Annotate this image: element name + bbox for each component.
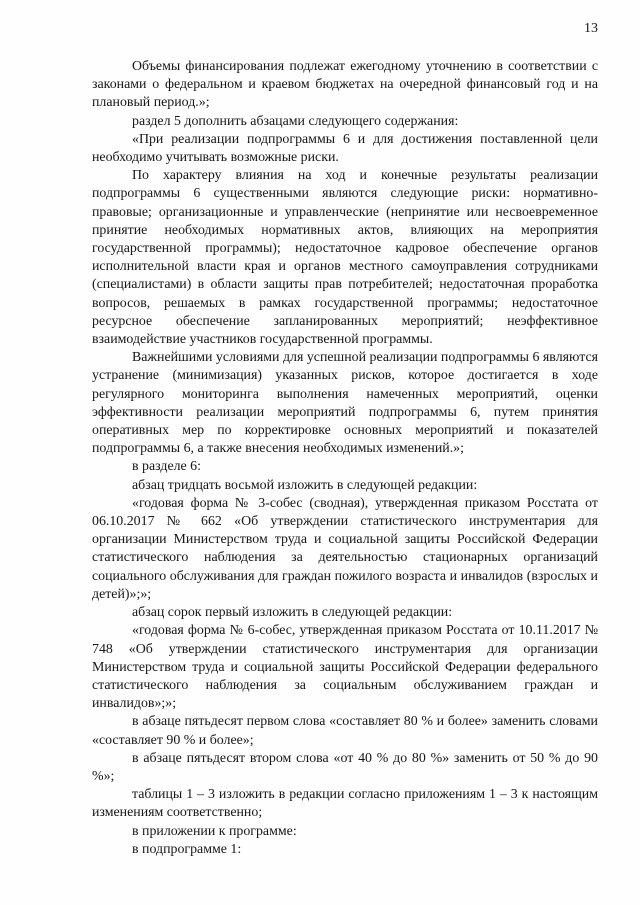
paragraph: раздел 5 дополнить абзацами следующего содержания: <box>132 113 459 129</box>
paragraph: По характеру влияния на ход и конечные результаты реализации подпрограммы 6 существенными являются следующие риски: нормативно-правовые; организационные и управленческие (непринятие или несвоевременное принятие необходимых нормативных актов, влияющих на мероприятия государственной программы); недостаточное кадровое обеспечение органов исполнительной власти края и органов местного самоуправления сотрудниками (специалистами) в области защиты прав потребителей; недостаточная проработка вопросов, решаемых в рамках государственной программы; недостаточное ресурсное обеспечение запланированных мероприятий; неэффективное взаимодействие участников государственной программы. <box>92 168 598 348</box>
paragraph: «При реализации подпрограммы 6 и для достижения поставленной цели необходимо учитывать возможные риски. <box>92 131 598 166</box>
paragraph: Объемы финансирования подлежат ежегодному уточнению в соответствии с законами о федеральном и краевом бюджетах на очередной финансовый год и на плановый период.»; <box>92 59 598 111</box>
paragraph: таблицы 1 – 3 изложить в редакции согласно приложениям 1 – 3 к настоящим изменениям соответственно; <box>92 787 598 821</box>
paragraph: в разделе 6: <box>132 459 201 475</box>
page-number: 13 <box>584 21 598 36</box>
paragraph: «годовая форма № 6-собес, утвержденная приказом Росстата от 10.11.2017 № 748 «Об утверждении статистического инструментария для организации Министерством труда и социальной защиты Российской Федерации федерального статистического наблюдения за социальным обслуживанием граждан и инвалидов»;»; <box>92 623 598 712</box>
paragraph: Важнейшими условиями для успешной реализации подпрограммы 6 являются устранение (минимизация) указанных рисков, которое достигается в ходе регулярного мониторинга выполнения намеченных мероприятий, оценки эффективности реализации мероприятий подпрограммы 6, путем принятия оперативных мер по корректировке основных мероприятий и показателей подпрограммы 6, а также внесения необходимых изменений.»; <box>92 350 598 457</box>
paragraph: в приложении к программе: <box>132 823 297 839</box>
paragraph: в подпрограмме 1: <box>132 841 242 857</box>
body-text <box>92 58 598 859</box>
paragraph: абзац тридцать восьмой изложить в следующей редакции: <box>132 477 478 493</box>
paragraph: абзац сорок первый изложить в следующей редакции: <box>132 605 453 621</box>
paragraph: в абзаце пятьдесят первом слова «составляет 80 % и более» заменить словами «составляет 90 % и более»; <box>92 714 598 748</box>
paragraph: в абзаце пятьдесят втором слова «от 40 % до 80 %» заменить от 50 % до 90 %»; <box>92 750 598 784</box>
paragraph: «годовая форма № 3-собес (сводная), утвержденная приказом Росстата от 06.10.2017 № 662 «Об утверждении статистического инструментария для организации Министерством труда и социальной защиты Российской Федерации статистического наблюдения за деятельностью стационарных организаций социального обслуживания для граждан пожилого возраста и инвалидов (взрослых и детей)»;»; <box>92 495 598 602</box>
